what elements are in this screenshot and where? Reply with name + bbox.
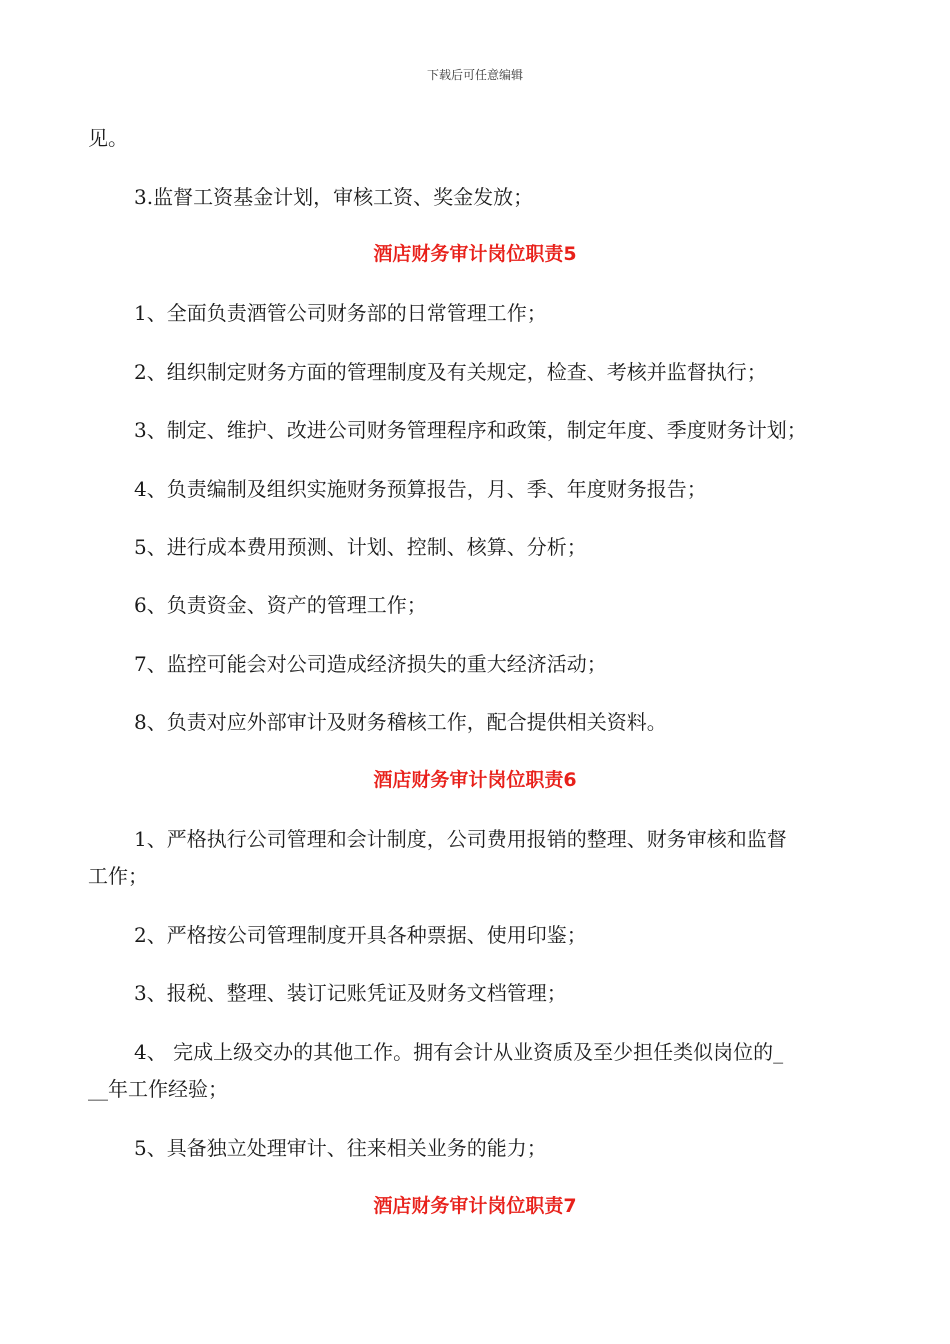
header-note: 下载后可任意编辑 [426, 68, 523, 82]
section-heading: 酒店财务审计岗位职责5 [373, 243, 577, 265]
list-item: 8、负责对应外部审计及财务稽核工作，配合提供相关资料。 [134, 710, 667, 734]
list-item: 5、进行成本费用预测、计划、控制、核算、分析； [134, 535, 587, 559]
list-item: 1、严格执行公司管理和会计制度，公司费用报销的整理、财务审核和监督 [134, 827, 787, 851]
list-item: 2、组织制定财务方面的管理制度及有关规定，检查、考核并监督执行； [134, 360, 767, 384]
list-item: 5、具备独立处理审计、往来相关业务的能力； [134, 1136, 547, 1160]
section-heading: 酒店财务审计岗位职责7 [373, 1195, 577, 1217]
list-item: 6、负责资金、资产的管理工作； [134, 593, 427, 617]
list-item-continuation: 工作； [88, 864, 148, 888]
list-item: 4、负责编制及组织实施财务预算报告，月、季、年度财务报告； [134, 477, 707, 501]
list-item: 3、报税、整理、装订记账凭证及财务文档管理； [134, 981, 567, 1005]
list-item: 7、监控可能会对公司造成经济损失的重大经济活动； [134, 652, 607, 676]
list-item: 1、全面负责酒管公司财务部的日常管理工作； [134, 301, 547, 325]
section-heading: 酒店财务审计岗位职责6 [373, 769, 577, 791]
list-item: 4、 完成上级交办的其他工作。拥有会计从业资质及至少担任类似岗位的_ [134, 1040, 784, 1064]
list-item: 2、严格按公司管理制度开具各种票据、使用印鉴； [134, 923, 587, 947]
list-item: 3、制定、维护、改进公司财务管理程序和政策，制定年度、季度财务计划； [134, 418, 807, 442]
text-line: 3.监督工资基金计划，审核工资、奖金发放； [134, 185, 534, 209]
text-line: 见。 [88, 126, 128, 150]
list-item-continuation: __年工作经验； [88, 1077, 228, 1101]
